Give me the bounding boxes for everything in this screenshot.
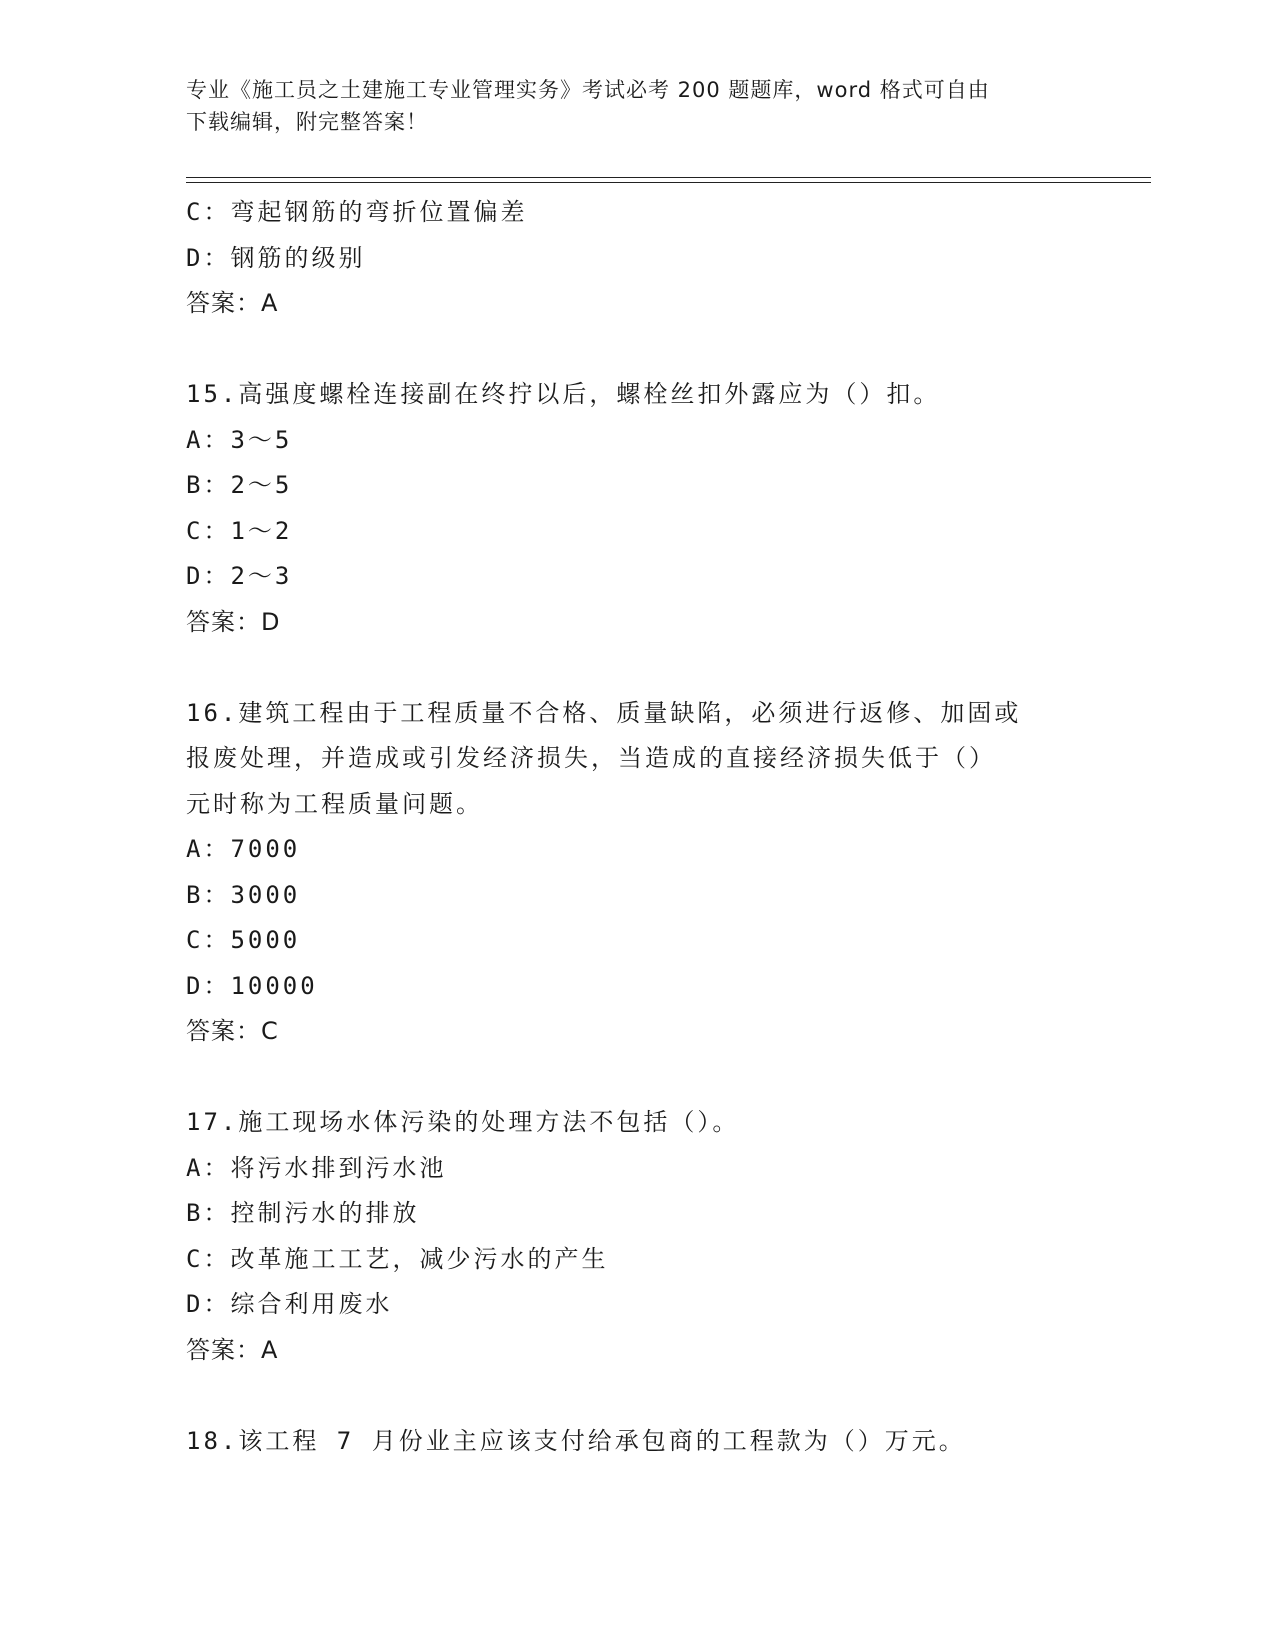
option-c: C：1～2	[186, 516, 293, 545]
question-16	[186, 691, 1086, 1055]
header-line-1: 专业《施工员之土建施工专业管理实务》考试必考 200 题题库，word 格式可自由	[186, 78, 990, 102]
answer-line: 答案：A	[186, 289, 279, 317]
spacer	[186, 327, 1086, 373]
document-header	[186, 74, 1066, 138]
header-line-2: 下载编辑，附完整答案！	[186, 110, 428, 134]
option-d: D：钢筋的级别	[186, 243, 366, 272]
option-a: A：将污水排到污水池	[186, 1153, 447, 1182]
option-c: C：5000	[186, 926, 301, 954]
question-stem-line-2: 报废处理，并造成或引发经济损失，当造成的直接经济损失低于（）	[186, 744, 996, 772]
header-rule-top	[186, 177, 1151, 178]
option-c: C：改革施工工艺，减少污水的产生	[186, 1244, 609, 1273]
question-15	[186, 372, 1086, 645]
question-stem: 18.该工程 7 月份业主应该支付给承包商的工程款为（）万元。	[186, 1426, 966, 1455]
question-stem-line-3: 元时称为工程质量问题。	[186, 789, 483, 818]
question-17	[186, 1100, 1086, 1373]
option-b: B：控制污水的排放	[186, 1199, 420, 1227]
header-rule-bottom	[186, 182, 1151, 183]
answer-line: 答案：A	[186, 1335, 279, 1364]
spacer	[186, 1373, 1086, 1419]
option-b: B：3000	[186, 880, 301, 909]
continued-question	[186, 190, 1086, 327]
spacer	[186, 645, 1086, 691]
option-b: B：2～5	[186, 471, 293, 499]
option-c: C：弯起钢筋的弯折位置偏差	[186, 198, 528, 226]
option-d: D：10000	[186, 971, 318, 1000]
answer-line: 答案：C	[186, 1017, 279, 1045]
question-content	[186, 190, 1086, 1464]
spacer	[186, 1055, 1086, 1101]
question-stem-line-1: 16.建筑工程由于工程质量不合格、质量缺陷，必须进行返修、加固或	[186, 698, 1022, 727]
question-stem: 15.高强度螺栓连接副在终拧以后，螺栓丝扣外露应为（）扣。	[186, 380, 941, 408]
question-18	[186, 1419, 1086, 1465]
option-a: A：3～5	[186, 425, 293, 454]
option-d: D：综合利用废水	[186, 1290, 393, 1318]
answer-line: 答案：D	[186, 607, 281, 636]
question-stem: 17.施工现场水体污染的处理方法不包括（）。	[186, 1108, 740, 1136]
option-d: D：2～3	[186, 562, 293, 590]
option-a: A：7000	[186, 835, 301, 863]
